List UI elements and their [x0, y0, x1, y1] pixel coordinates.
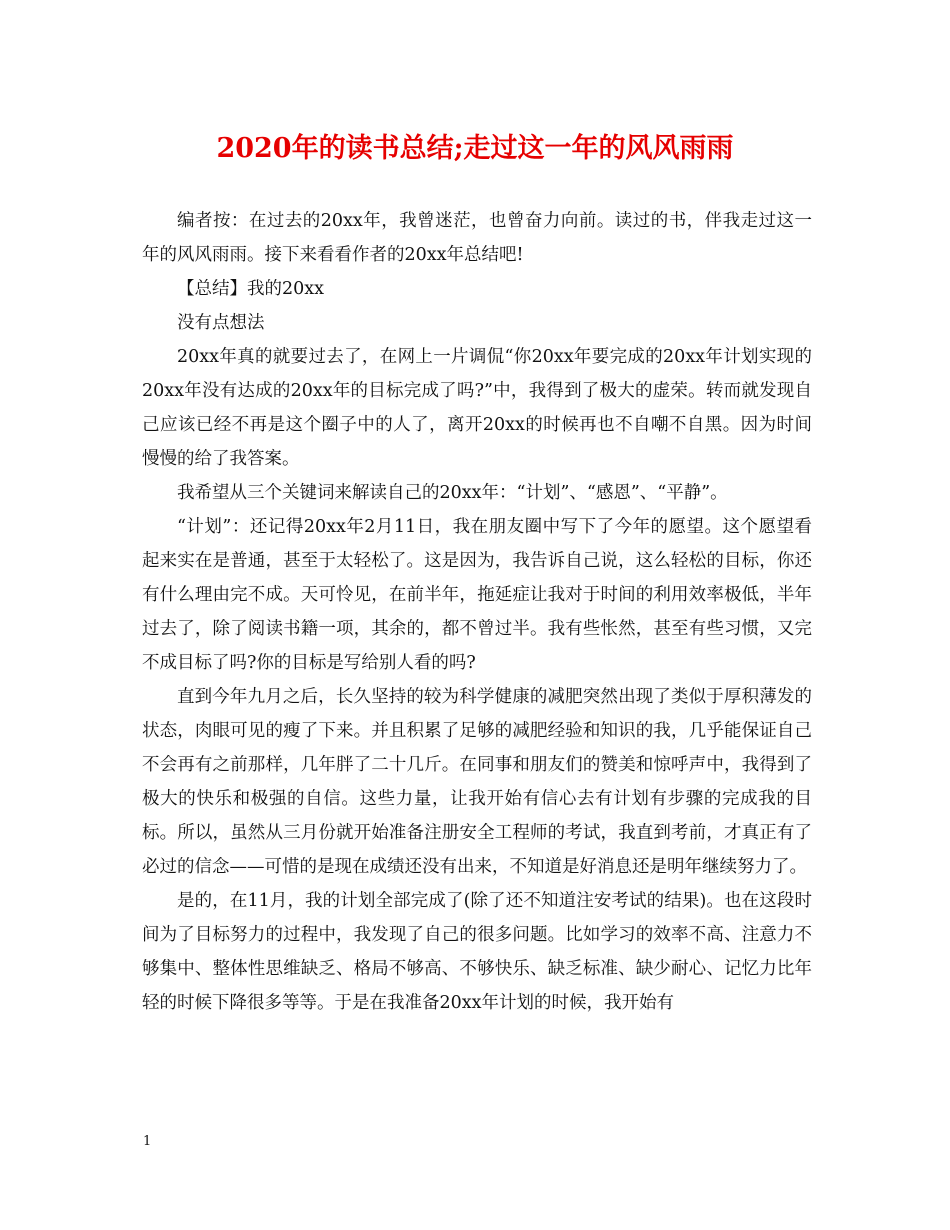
document-title: 2020年的读书总结;走过这一年的风风雨雨	[216, 133, 734, 164]
paragraph-keywords: 我希望从三个关键词来解读自己的20xx年：“计划”、“感恩”、“平静”。	[177, 483, 728, 503]
paragraph-november: 是的，在11月，我的计划全部完成了(除了还不知道注安考试的结果)。也在这段时间为了目标努力的过程中，我发现了自己的很多问题。比如学习的效率不高、注意力不够集中、整体性思维缺乏、格局不够高、不够快乐、缺乏标准、缺少耐心、记忆力比年轻的时候下降很多等等。于是在我准备20xx年计划的时候，我开始有	[142, 891, 812, 1013]
paragraph-plan: “计划”：还记得20xx年2月11日，我在朋友圈中写下了今年的愿望。这个愿望看起来实在是普通，甚至于太轻松了。这是因为，我告诉自己说，这么轻松的目标，你还有什么理由完不成。天可怜见，在前半年，拖延症让我对于时间的利用效率极低，半年过去了，除了阅读书籍一项，其余的，都不曾过半。我有些怅然，甚至有些习惯，又完不成目标了吗?你的目标是写给别人看的吗?	[142, 517, 812, 673]
paragraph-intro: 20xx年真的就要过去了，在网上一片调侃“你20xx年要完成的20xx年计划实现的20xx年没有达成的20xx年的目标完成了吗?”中，我得到了极大的虚荣。转而就发现自己应该已经不再是这个圈子中的人了，离开20xx的时候再也不自嘲不自黑。因为时间慢慢的给了我答案。	[142, 347, 812, 469]
document-body	[142, 204, 812, 1020]
paragraph-september: 直到今年九月之后，长久坚持的较为科学健康的减肥突然出现了类似于厚积薄发的状态，肉眼可见的瘦了下来。并且积累了足够的减肥经验和知识的我，几乎能保证自己不会再有之前那样，几年胖了二十几斤。在同事和朋友们的赞美和惊呼声中，我得到了极大的快乐和极强的自信。这些力量，让我开始有信心去有计划有步骤的完成我的目标。所以，虽然从三月份就开始准备注册安全工程师的考试，我直到考前，才真正有了必过的信念——可惜的是现在成绩还没有出来，不知道是好消息还是明年继续努力了。	[142, 687, 812, 877]
paragraph-editor-note: 编者按：在过去的20xx年，我曾迷茫，也曾奋力向前。读过的书，伴我走过这一年的风风雨雨。接下来看看作者的20xx年总结吧!	[142, 211, 812, 265]
page-number: 1	[143, 1134, 152, 1149]
paragraph-subheading: 没有点想法	[177, 313, 265, 333]
paragraph-summary-heading: 【总结】我的20xx	[177, 279, 325, 299]
